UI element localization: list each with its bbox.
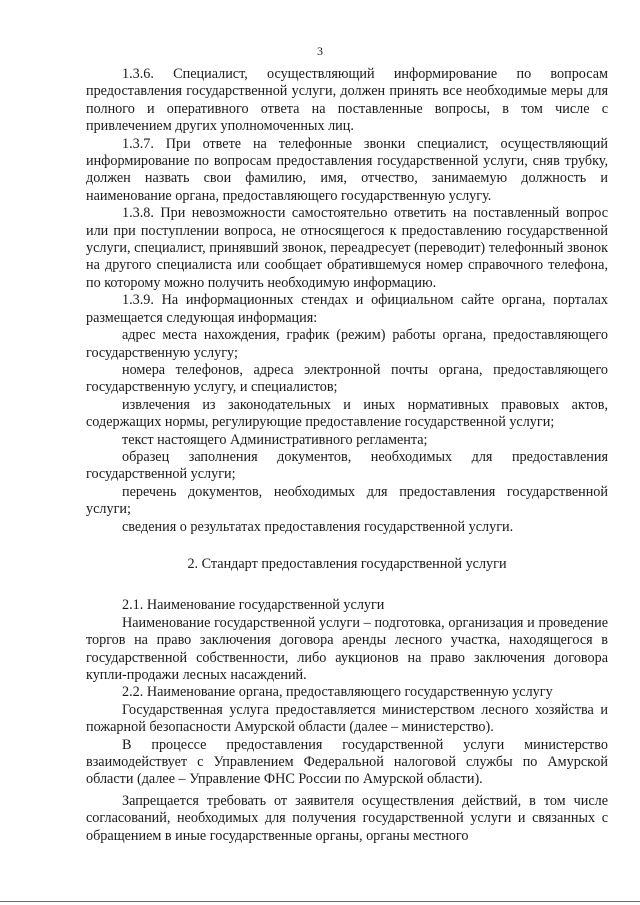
page-bottom-edge xyxy=(0,901,640,902)
subsection-2-2-text-3: Запрещается требовать от заявителя осуществления действий, в том числе согласований, необходимых для получения государственной услуги и связанных с обращением в иные государственные органы, органы местного xyxy=(86,792,608,844)
subsection-2-1-heading: 2.1. Наименование государственной услуги xyxy=(122,597,385,614)
subsection-2-2-text-1: Государственная услуга предоставляется министерством лесного хозяйства и пожарной безопасности Амурской области (далее – министерство). xyxy=(86,701,608,736)
paragraph-1-3-7: 1.3.7. При ответе на телефонные звонки специалист, осуществляющий информирование по вопросам предоставления государственной услуги, сняв трубку, должен назвать свои фамилию, имя, отчество, занимаемую должность и наименование органа, предоставляющего государственную услугу. xyxy=(86,135,608,204)
page-number: 3 xyxy=(317,44,323,58)
list-item-regulation-text: текст настоящего Административного регламента; xyxy=(122,431,428,448)
list-item-phones: номера телефонов, адреса электронной почты органа, предоставляющего государственную услугу, и специалистов; xyxy=(86,361,608,396)
subsection-2-1-text: Наименование государственной услуги – подготовка, организация и проведение торгов на право заключения договора аренды лесного участка, находящегося в государственной собственности, либо аукционов на право заключения договора купли-продажи лесных насаждений. xyxy=(86,614,608,683)
subsection-2-2-text-2: В процессе предоставления государственной услуги министерство взаимодействует с Управлением Федеральной налоговой службы по Амурской области (далее – Управление ФНС России по Амурской области). xyxy=(86,736,608,788)
list-item-address: адрес места нахождения, график (режим) работы органа, предоставляющего государственную услугу; xyxy=(86,327,608,361)
paragraph-1-3-8: 1.3.8. При невозможности самостоятельно ответить на поставленный вопрос или при поступлении вопроса, не относящегося к предоставлению государственной услуги, специалист, принявший звонок, переадресует (переводит) телефонный звонок на другого специалиста или сообщает обратившемуся номер справочного телефона, по которому можно получить необходимую информацию. xyxy=(86,205,608,291)
subsection-2-2-heading: 2.2. Наименование органа, предоставляющего государственную услугу xyxy=(122,684,553,701)
section-2-title: 2. Стандарт предоставления государственной услуги xyxy=(187,555,507,572)
list-item-documents-list: перечень документов, необходимых для предоставления государственной услуги; xyxy=(86,483,608,518)
document-body xyxy=(86,66,608,845)
list-item-document-sample: образец заполнения документов, необходимых для предоставления государственной услуги; xyxy=(86,448,608,483)
list-item-results-info: сведения о результатах предоставления государственной услуги. xyxy=(122,518,514,535)
paragraph-1-3-9: 1.3.9. На информационных стендах и официальном сайте органа, порталах размещается следующая информация: xyxy=(86,292,608,326)
list-item-legal-extracts: извлечения из законодательных и иных нормативных правовых актов, содержащих нормы, регулирующие предоставление государственной услуги; xyxy=(86,396,608,431)
paragraph-1-3-6: 1.3.6. Специалист, осуществляющий информирование по вопросам предоставления государственной услуги, должен принять все необходимые меры для полного и оперативного ответа на поставленные вопросы, в том числе с привлечением других уполномоченных лиц. xyxy=(86,66,608,135)
